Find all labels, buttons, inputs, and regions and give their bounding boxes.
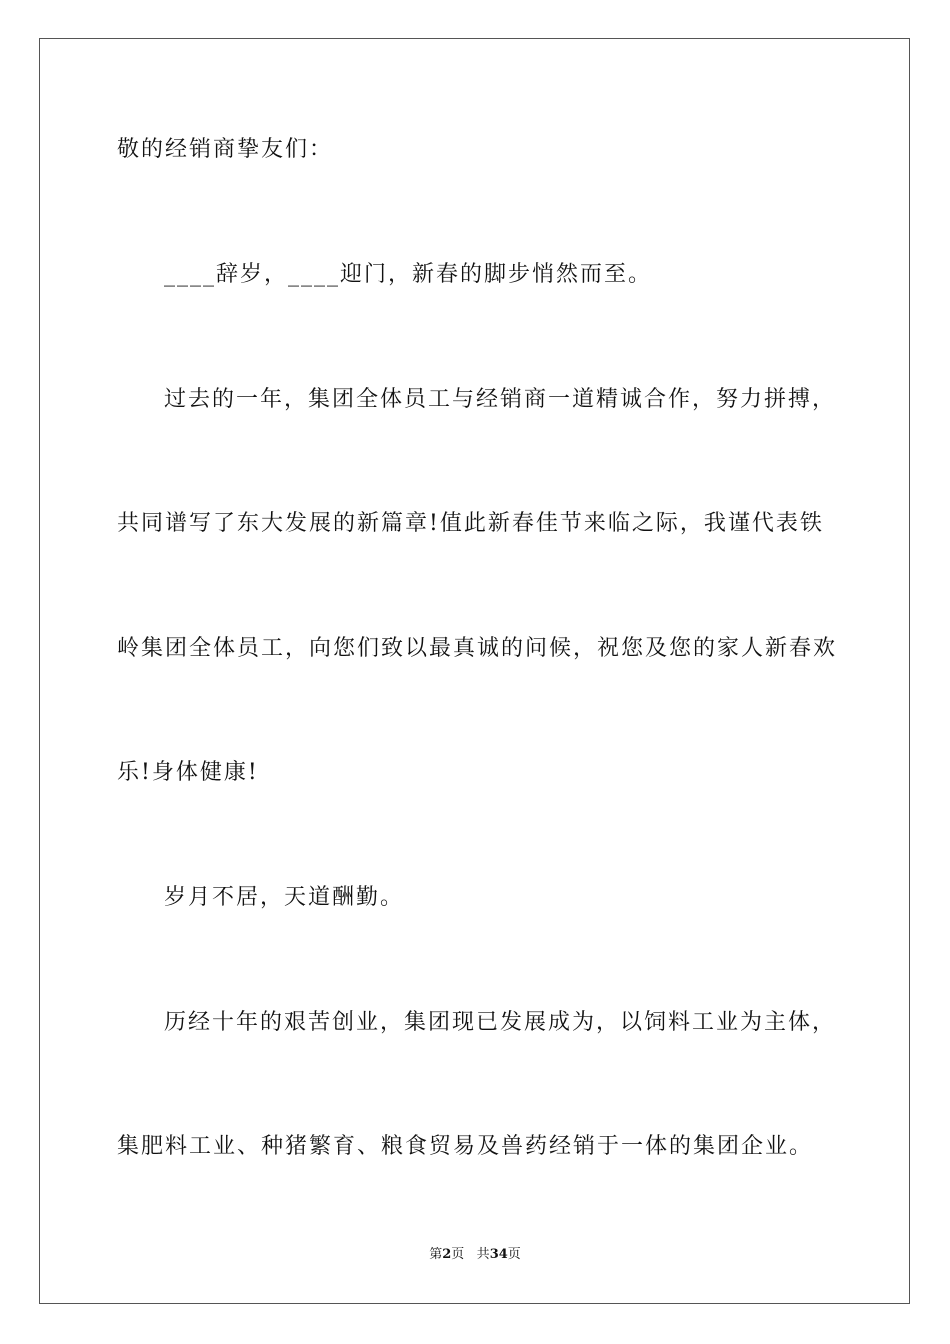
paragraph-line: 乐!身体健康!	[117, 760, 259, 785]
page-footer	[0, 1246, 950, 1264]
page-prefix: 第	[429, 1247, 443, 1262]
page-border	[39, 38, 910, 1304]
total-pages: 34	[489, 1247, 508, 1262]
salutation-line: 敬的经销商挚友们：	[117, 137, 334, 162]
paragraph-line: 岭集团全体员工，向您们致以最真诚的问候，祝您及您的家人新春欢	[117, 636, 838, 661]
paragraph-line: 共同谱写了东大发展的新篇章!值此新春佳节来临之际，我谨代表铁	[117, 511, 824, 536]
paragraph-line: 历经十年的艰苦创业，集团现已发展成为，以饲料工业为主体，	[164, 1010, 837, 1035]
paragraph-line: 集肥料工业、种猪繁育、粮食贸易及兽药经销于一体的集团企业。	[117, 1134, 814, 1159]
page-number: 2	[442, 1247, 452, 1262]
total-prefix: 共	[476, 1247, 490, 1262]
paragraph-line: 过去的一年，集团全体员工与经销商一道精诚合作，努力拼搏，	[164, 387, 837, 412]
total-suffix: 页	[507, 1247, 521, 1262]
page-suffix: 页	[451, 1247, 465, 1262]
paragraph-line: ____辞岁，____迎门，新春的脚步悄然而至。	[164, 262, 653, 287]
paragraph-line: 岁月不居，天道酬勤。	[164, 885, 405, 910]
